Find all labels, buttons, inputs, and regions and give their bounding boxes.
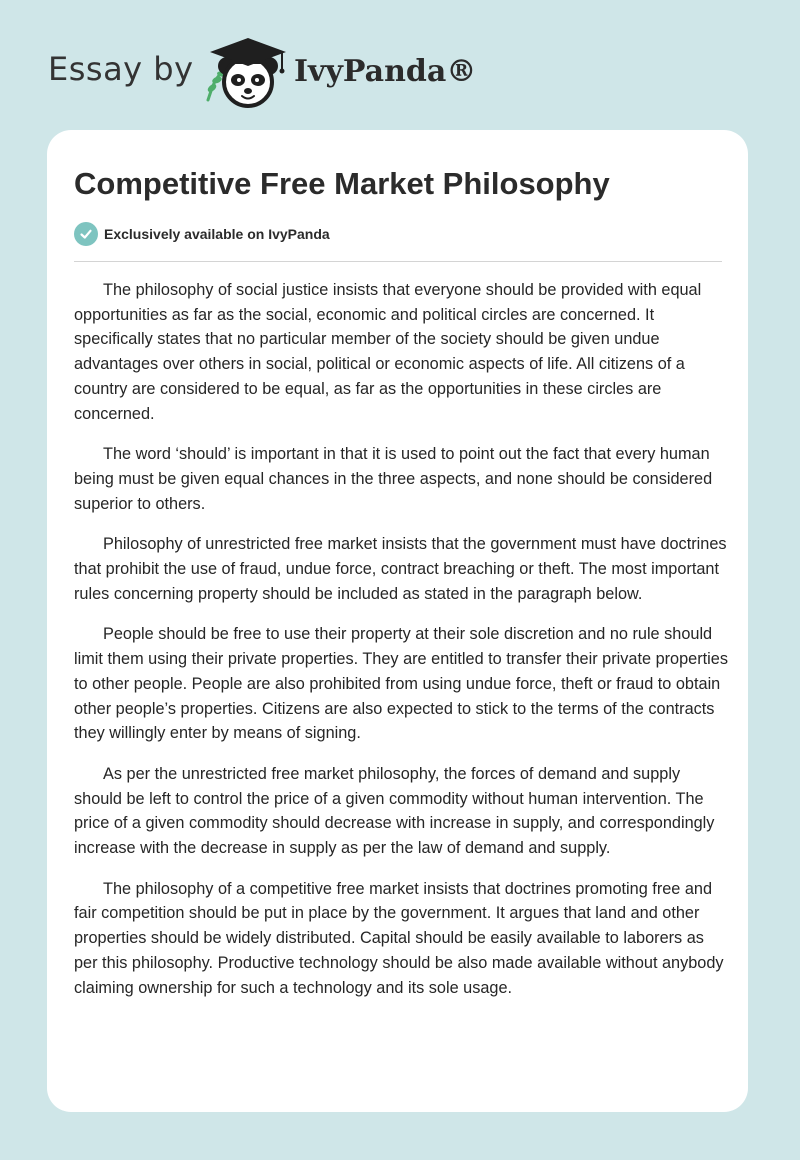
essay-title: Competitive Free Market Philosophy <box>74 166 610 201</box>
paragraph: The philosophy of a competitive free market insists that doctrines promoting free and fair competition should be put in place by the government. It argues that land and other properties should be widely distributed. Capital should be easily available to laborers as per this philosophy. Productive technology should be also made available without anybody claiming ownership for such a technology and its sole usage. <box>74 879 724 997</box>
paragraph: Philosophy of unrestricted free market insists that the government must have doctrines that prohibit the use of fraud, undue force, contract breaching or theft. The most important rules concerning property should be included as stated in the paragraph below. <box>74 535 727 603</box>
brand-prefix: Essay by <box>48 50 194 88</box>
paragraph: People should be free to use their property at their sole discretion and no rule should limit them using their private properties. They are entitled to transfer their private properties to other people. People are also prohibited from using undue force, theft or fraud to obtain other people’s properties. Citizens are also expected to stick to the terms of the contracts they willingly enter by means of signing. <box>74 625 728 743</box>
divider <box>74 261 722 262</box>
essay-card <box>47 130 748 1112</box>
check-icon <box>74 222 98 246</box>
exclusive-label: Exclusively available on IvyPanda <box>104 226 330 242</box>
panda-logo-icon <box>202 36 294 110</box>
brand-name: IvyPanda® <box>294 54 477 89</box>
paragraph: The word ‘should’ is important in that it is used to point out the fact that every human being must be given equal chances in the three aspects, and none should be considered superior to others. <box>74 445 713 513</box>
exclusive-badge <box>74 221 330 247</box>
essay-body <box>74 278 729 1016</box>
paragraph: As per the unrestricted free market philosophy, the forces of demand and supply should be left to control the price of a given commodity without human intervention. The price of a given commodity should decrease with increase in supply, and correspondingly increase with the decrease in supply as per the law of demand and supply. <box>74 764 715 858</box>
paragraph: The philosophy of social justice insists that everyone should be provided with equal opportunities as far as the social, economic and political circles are concerned. It specifically states that no particular member of the society should be given undue advantages over others in social, political or economic aspects of life. All citizens of a country are considered to be equal, as far as the opportunities in these circles are concerned. <box>74 281 702 423</box>
brand-header[interactable] <box>48 36 508 116</box>
